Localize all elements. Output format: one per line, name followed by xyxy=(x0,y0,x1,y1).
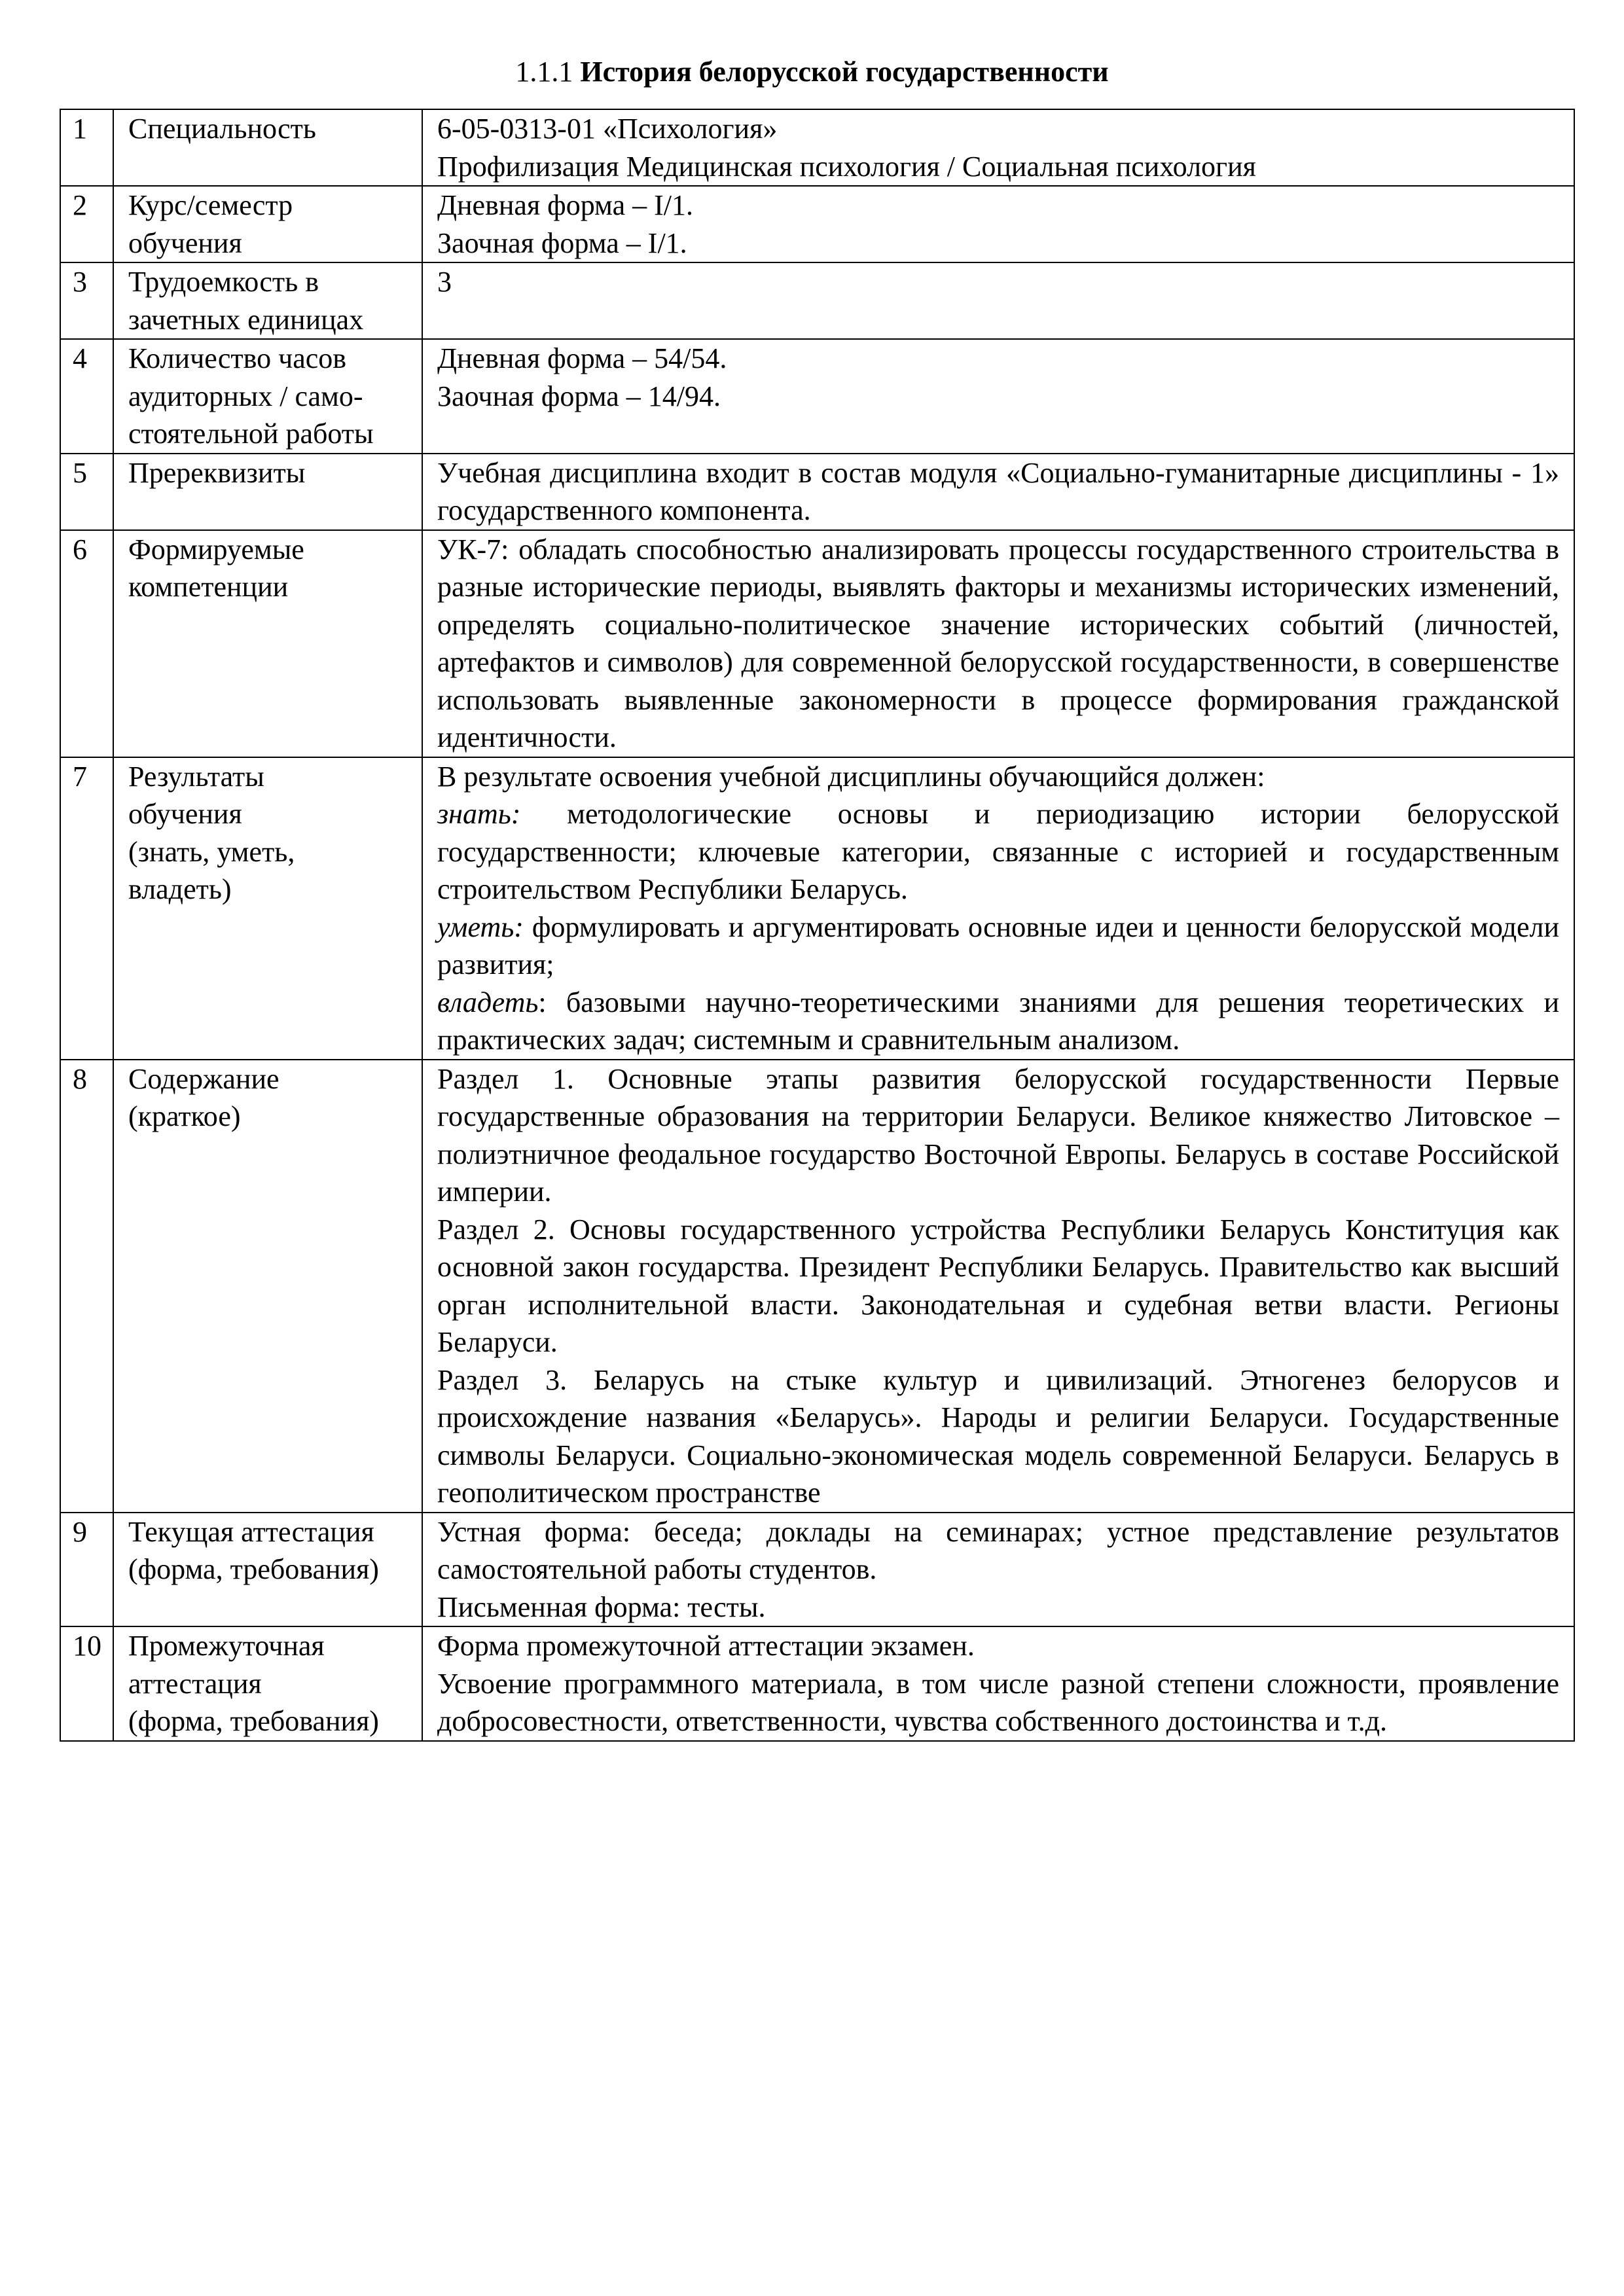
row-number: 2 xyxy=(60,186,113,262)
row-content: Форма промежуточной аттестации экзамен. Усвоение программного материала, в том числе разной степени сложности, проявление добросовестности, ответственности, чувства собственного достоинства и т.д. xyxy=(422,1626,1574,1741)
row-content: 3 xyxy=(422,262,1574,339)
learning-outcome-can: уметь: формулировать и аргументировать основные идеи и ценности белорусской модели развития; xyxy=(437,910,1559,980)
learning-outcomes-intro: В результате освоения учебной дисциплины обучающийся должен: xyxy=(437,760,1265,793)
table-row xyxy=(60,1513,1574,1627)
row-name: Курс/семестр обучения xyxy=(113,186,422,262)
row-content: УК-7: обладать способностью анализировать процессы государственного строительства в разные исторические периоды, выявлять факторы и механизмы исторических изменений, определять социально-политическое значение исторических событий (личностей, артефактов и символов) для современной белорусской государственности, в совершенстве использовать выявленные закономерности в процессе формирования гражданской идентичности. xyxy=(422,530,1574,757)
row-name: Трудоемкость в зачетных единицах xyxy=(113,262,422,339)
row-content: Устная форма: беседа; доклады на семинарах; устное представление результатов самостоятельной работы студентов. Письменная форма: тесты. xyxy=(422,1513,1574,1627)
row-content: 6-05-0313-01 «Психология» Профилизация Медицинская психология / Социальная психология xyxy=(422,109,1574,186)
section-number: 1.1.1 xyxy=(515,56,573,88)
row-number: 1 xyxy=(60,109,113,186)
table-row xyxy=(60,186,1574,262)
row-content xyxy=(422,757,1574,1060)
table-row xyxy=(60,757,1574,1060)
row-number: 3 xyxy=(60,262,113,339)
table-row xyxy=(60,1626,1574,1741)
row-name: Содержание (краткое) xyxy=(113,1060,422,1513)
table-row xyxy=(60,530,1574,757)
table-row xyxy=(60,262,1574,339)
table-row xyxy=(60,109,1574,186)
row-content xyxy=(422,1060,1574,1513)
row-number: 7 xyxy=(60,757,113,1060)
page-title xyxy=(0,52,1624,92)
row-name: Промежуточная аттестация (форма, требования) xyxy=(113,1626,422,1741)
section-title: История белорусской государственности xyxy=(580,56,1109,88)
row-name: Результаты обучения (знать, уметь, владеть) xyxy=(113,757,422,1060)
row-content: Дневная форма – 54/54. Заочная форма – 14/94. xyxy=(422,339,1574,454)
content-section: Раздел 1. Основные этапы развития белорусской государственности Первые государственные образования на территории Беларуси. Великое княжество Литовское – полиэтничное феодальное государство Восточной Европы. Беларусь в составе Российской империи. xyxy=(437,1062,1559,1208)
row-number: 8 xyxy=(60,1060,113,1513)
table-row xyxy=(60,1060,1574,1513)
learning-outcome-know: знать: методологические основы и периодизацию истории белорусской государственности; ключевые категории, связанные с историей и государственным строительством Республики Беларусь. xyxy=(437,798,1559,905)
course-description-table xyxy=(60,109,1575,1742)
row-number: 10 xyxy=(60,1626,113,1741)
row-number: 4 xyxy=(60,339,113,454)
content-section: Раздел 3. Беларусь на стыке культур и цивилизаций. Этногенез белорусов и происхождение названия «Беларусь». Народы и религии Беларуси. Государственные символы Беларуси. Социально-экономическая модель современной Беларуси. Беларусь в геополитическом пространстве xyxy=(437,1363,1559,1509)
row-name: Специальность xyxy=(113,109,422,186)
row-name: Формируемые компетенции xyxy=(113,530,422,757)
row-content: Учебная дисциплина входит в состав модуля «Социально-гуманитарные дисциплины - 1» государственного компонента. xyxy=(422,454,1574,530)
row-name: Текущая аттестация (форма, требования) xyxy=(113,1513,422,1627)
content-section: Раздел 2. Основы государственного устройства Республики Беларусь Конституция как основной закон государства. Президент Республики Беларусь. Правительство как высший орган исполнительной власти. Законодательная и судебная ветви власти. Регионы Беларуси. xyxy=(437,1213,1559,1358)
row-number: 6 xyxy=(60,530,113,757)
row-name: Пререквизиты xyxy=(113,454,422,530)
row-number: 9 xyxy=(60,1513,113,1627)
row-content: Дневная форма – I/1. Заочная форма – I/1. xyxy=(422,186,1574,262)
row-name: Количество часов аудиторных / само- стоятельной работы xyxy=(113,339,422,454)
table-row xyxy=(60,454,1574,530)
learning-outcome-own: владеть: базовыми научно-теоретическими знаниями для решения теоретических и практических задач; системным и сравнительным анализом. xyxy=(437,986,1559,1056)
row-number: 5 xyxy=(60,454,113,530)
table-row xyxy=(60,339,1574,454)
